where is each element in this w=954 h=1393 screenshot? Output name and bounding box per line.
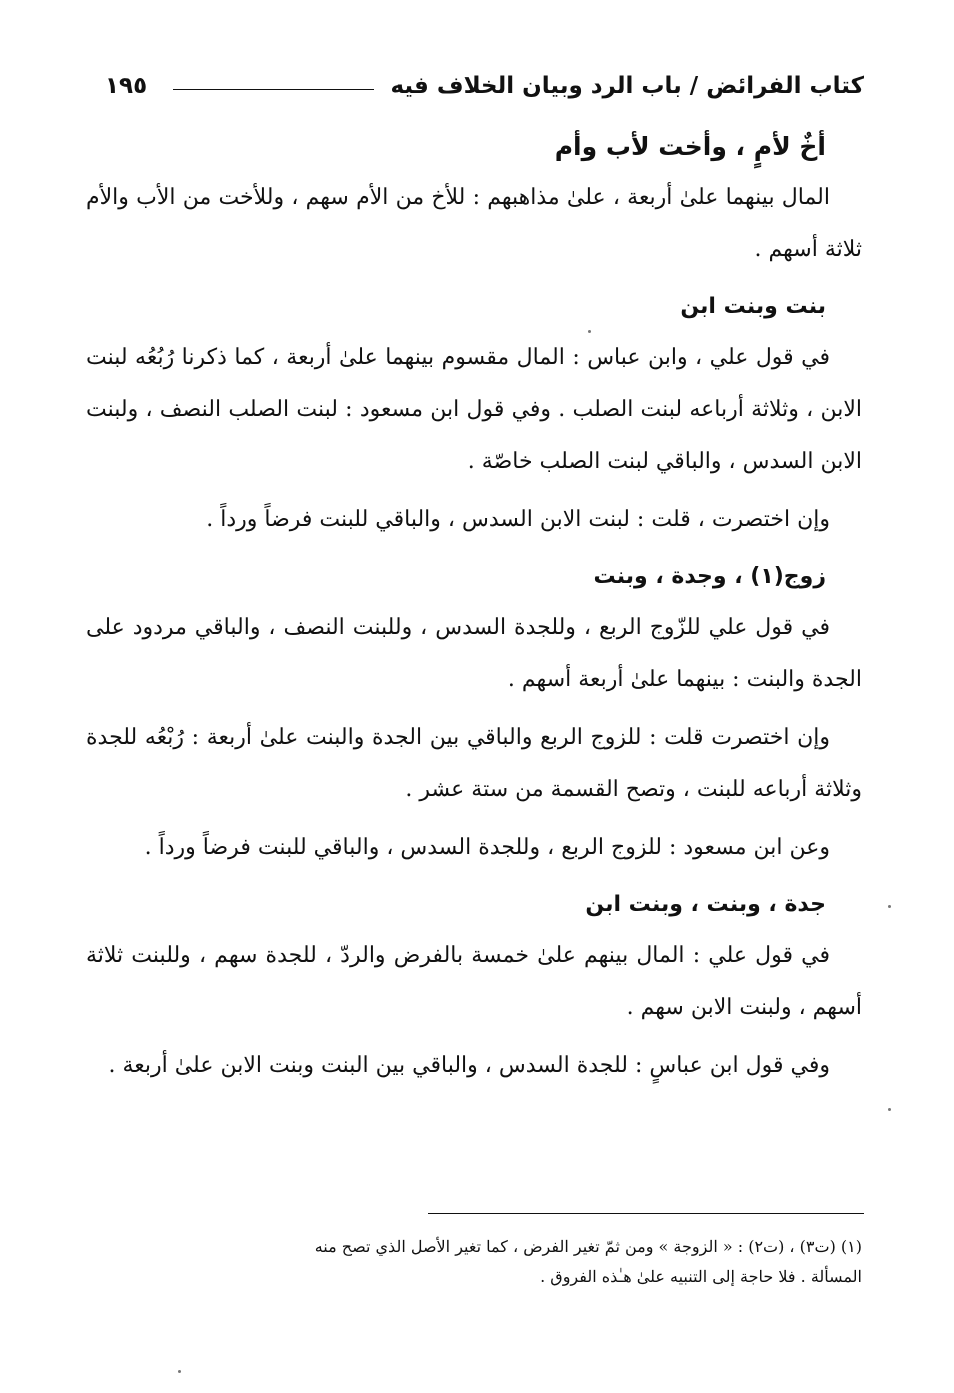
paragraph: في قول علي للزّوج الربع ، وللجدة السدس ، وللبنت النصف ، والباقي مردود على الجدة والبنت : بينهما علىٰ أربعة أسهم . (86, 615, 862, 692)
header-title: كتاب الفرائض / باب الرد وبيان الخلاف فيه (390, 73, 864, 99)
section-heading: بنت وبنت ابن (680, 294, 826, 319)
section-heading: زوج(١) ، وجدة ، وبنت (593, 564, 826, 589)
paragraph: في قول علي ، وابن عباس : المال مقسوم بينهما علىٰ أربعة ، كما ذكرنا رُبُعُه لبنت الابن ، وثلاثة أرباعه لبنت الصلب . وفي قول ابن مسعود : لبنت الصلب النصف ، ولبنت الابن السدس ، والباقي لبنت الصلب خاصّة . (86, 345, 862, 474)
section-heading: أخٌ لأمٍ ، وأخت لأب وأم (554, 132, 826, 161)
ink-speck (888, 1108, 891, 1111)
main-text (86, 122, 862, 1098)
paragraph: في قول علي : المال بينهم علىٰ خمسة بالفرض والردّ ، للجدة سهم ، وللبنت ثلاثة أسهم ، ولبنت الابن سهم . (86, 943, 862, 1020)
footnote-line: المسألة . فلا حاجة إلى التنبيه علىٰ هـٰذه الفروق . (540, 1267, 862, 1286)
footnote-line: (١) (ت٣) ، (ت٢) : « الزوجة » ومن ثمّ تغير الفرض ، كما تغير الأصل الذي تصح منه (314, 1237, 862, 1256)
paragraph: وعن ابن مسعود : للزوج الربع ، وللجدة السدس ، والباقي للبنت فرضاً ورداً . (144, 835, 830, 860)
section-heading: جدة ، وبنت ، وبنت ابن (585, 892, 826, 917)
header-rule (173, 89, 374, 90)
footnotes (95, 1232, 862, 1292)
paragraph: وإن اختصرت قلت : للزوج الربع والباقي بين الجدة والبنت علىٰ أربعة : رُبْعُه للجدة وثلاثة أرباعه للبنت ، وتصح القسمة من ستة عشر . (86, 725, 862, 802)
running-header (105, 66, 864, 106)
ink-speck (888, 905, 891, 908)
ink-speck (178, 1370, 181, 1373)
paragraph: وإن اختصرت ، قلت : لبنت الابن السدس ، والباقي للبنت فرضاً ورداً . (206, 507, 830, 532)
footnote-separator (428, 1213, 864, 1214)
page-number: ١٩٥ (105, 73, 148, 99)
paragraph: المال بينهما علىٰ أربعة ، علىٰ مذاهبهم : للأخ من الأم سهم ، وللأخت من الأب والأم ثلاثة أسهم . (86, 185, 862, 262)
ink-speck (588, 330, 591, 333)
paragraph: وفي قول ابن عباسٍ : للجدة السدس ، والباقي بين البنت وبنت الابن علىٰ أربعة . (108, 1053, 830, 1078)
